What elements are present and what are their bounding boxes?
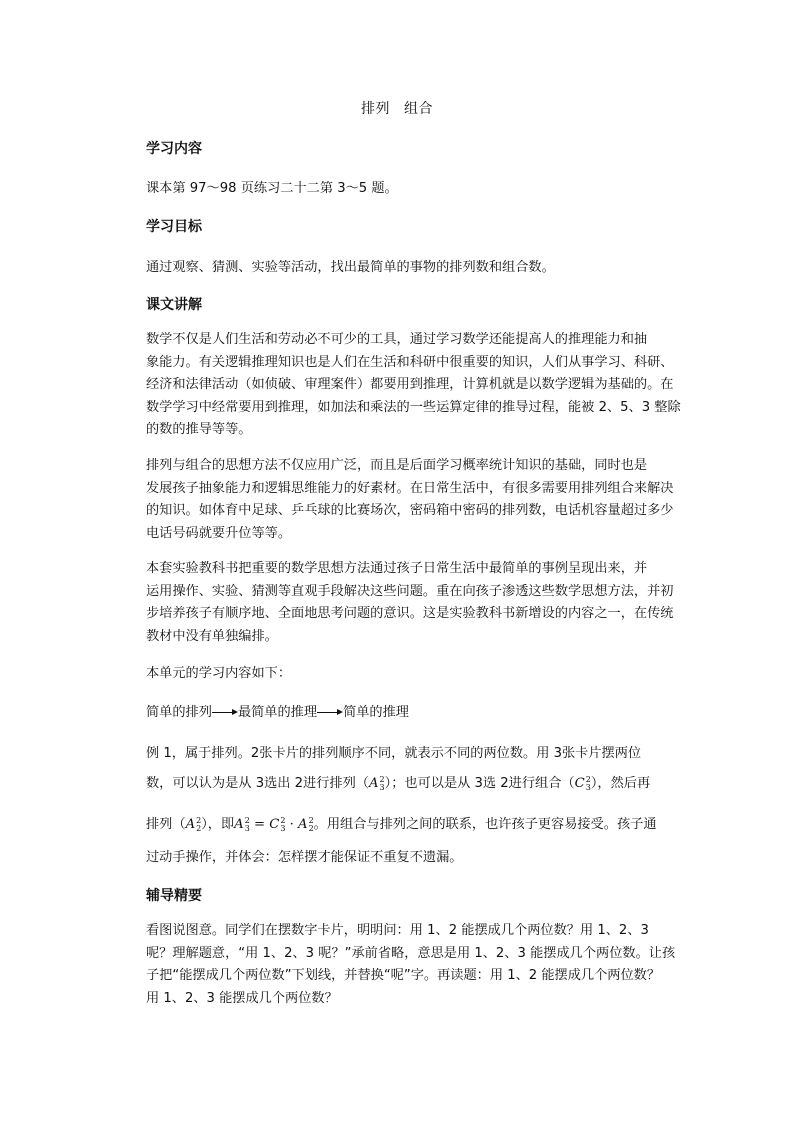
superscript: 2 bbox=[280, 815, 286, 825]
symbol-a: A bbox=[368, 776, 379, 791]
paragraph-2 bbox=[146, 455, 686, 545]
dot-operator: · bbox=[289, 817, 294, 832]
example-text: 。用组合与排列之间的联系，也许孩子更容易接受。孩子通 bbox=[313, 817, 657, 832]
p1-line: 数学不仅是人们生活和劳动必不可少的工具，通过学习数学还能提高人的推理能力和抽 bbox=[146, 332, 648, 347]
symbol-a: A bbox=[185, 817, 196, 832]
p3-line: 运用操作、实验、猜测等直观手段解决这些问题。重在向孩子渗透这些数学思想方法，并初 bbox=[146, 583, 674, 599]
symbol-c: C bbox=[269, 817, 280, 832]
p3-line: 教材中没有单独编排。 bbox=[146, 628, 278, 644]
formula-c32 bbox=[575, 776, 591, 791]
subscript: 3 bbox=[379, 782, 385, 792]
symbol-a: A bbox=[234, 817, 244, 832]
superscript: 2 bbox=[585, 774, 591, 784]
subscript: 3 bbox=[280, 823, 286, 833]
title-right: 组合 bbox=[404, 101, 433, 117]
goal-text: 通过观察、猜测、实验等活动，找出最简单的事物的排列数和组合数。 bbox=[146, 260, 555, 275]
unit-intro: 本单元的学习内容如下： bbox=[146, 666, 292, 681]
flow-diagram bbox=[146, 701, 409, 720]
p2-line: 发展孩子抽象能力和逻辑思维能力的好素材。在日常生活中，有很多需要用排列组合来解决 bbox=[146, 480, 674, 496]
superscript: 2 bbox=[196, 815, 202, 825]
superscript: 2 bbox=[244, 815, 250, 825]
p1-line: 数学学习中经常要用到推理，如加法和乘法的一些运算定律的推导过程，能被 2、5、3 整除 bbox=[146, 399, 681, 415]
page-title bbox=[0, 98, 794, 118]
p1-line: 的数的推导等等。 bbox=[146, 422, 252, 437]
subscript: 2 bbox=[196, 823, 202, 833]
flow-step-3: 简单的推理 bbox=[343, 705, 409, 720]
p4-line: 看图说图意。同学们在摆数字卡片，明明问：用 1、2 能摆成几个两位数？用 1、2、3 bbox=[146, 923, 649, 938]
example-text: 数，可以认为是从 3选出 2进行排列（ bbox=[146, 776, 369, 791]
paragraph-4 bbox=[146, 920, 686, 1010]
example-text: ）；也可以是从 3选 2进行组合（ bbox=[384, 776, 575, 791]
p4-line: 用 1、2、3 能摆成几个两位数？ bbox=[146, 990, 338, 1006]
equals-sign: = bbox=[253, 817, 266, 832]
p2-line: 电话号码就要升位等等。 bbox=[146, 525, 292, 541]
p4-line: 呢？理解题意，“用 1、2、3 呢？”承前省略，意思是用 1、2、3 能摆成几个两位数。让孩 bbox=[146, 945, 676, 961]
title-left: 排列 bbox=[361, 101, 390, 117]
p2-line: 的知识。如体育中足球、乒乓球的比赛场次，密码箱中密码的排列数，电话机容量超过多少 bbox=[146, 503, 674, 518]
paragraph-1 bbox=[146, 329, 686, 442]
superscript: 2 bbox=[379, 774, 385, 784]
heading-lesson: 课文讲解 bbox=[146, 297, 202, 313]
p3-line: 本套实验教科书把重要的数学思想方法通过孩子日常生活中最简单的事例呈现出来，并 bbox=[146, 561, 648, 576]
formula-a22 bbox=[186, 817, 202, 832]
example-line-3 bbox=[146, 813, 657, 833]
superscript: 2 bbox=[308, 815, 314, 825]
heading-content: 学习内容 bbox=[146, 141, 202, 157]
p4-line: 子把“能摆成几个两位数”下划线，并替换“呢”字。再读题：用 1、2 能摆成几个两位数？ bbox=[146, 968, 661, 983]
arrow-right-icon bbox=[212, 707, 238, 717]
heading-goal: 学习目标 bbox=[146, 219, 202, 235]
formula-equation bbox=[234, 817, 314, 832]
example-line-1: 例 1，属于排列。2张卡片的排列顺序不同，就表示不同的两位数。用 3张卡片摆两位 bbox=[146, 746, 642, 761]
flow-step-2: 最简单的推理 bbox=[237, 705, 318, 720]
symbol-c: C bbox=[574, 776, 585, 791]
subscript: 3 bbox=[244, 823, 250, 833]
example-text: ），然后再 bbox=[590, 776, 651, 791]
symbol-a: A bbox=[298, 817, 308, 832]
heading-guide: 辅导精要 bbox=[146, 888, 202, 904]
p3-line: 步培养孩子有顺序地、全面地思考问题的意识。这是实验教科书新增设的内容之一，在传统 bbox=[146, 606, 674, 621]
p1-line: 经济和法律活动（如侦破、审理案件）都要用到推理，计算机就是以数学逻辑为基础的。在 bbox=[146, 377, 674, 392]
p2-line: 排列与组合的思想方法不仅应用广泛，而且是后面学习概率统计知识的基础，同时也是 bbox=[146, 458, 648, 473]
example-line-4: 过动手操作，并体会：怎样摆才能保证不重复不遗漏。 bbox=[146, 850, 463, 865]
formula-a32 bbox=[369, 776, 385, 791]
example-line-2 bbox=[146, 772, 650, 792]
flow-step-1: 简单的排列 bbox=[146, 705, 212, 720]
content-text: 课本第 97～98 页练习二十二第 3～5 题。 bbox=[146, 181, 398, 196]
subscript: 2 bbox=[308, 823, 314, 833]
subscript: 3 bbox=[585, 782, 591, 792]
p1-line: 象能力。有关逻辑推理知识也是人们在生活和科研中很重要的知识，人们从事学习、科研、 bbox=[146, 354, 674, 370]
example-text: ），即 bbox=[201, 817, 235, 832]
arrow-right-icon bbox=[317, 707, 343, 717]
paragraph-3 bbox=[146, 558, 686, 648]
example-text: 排列（ bbox=[146, 817, 186, 832]
